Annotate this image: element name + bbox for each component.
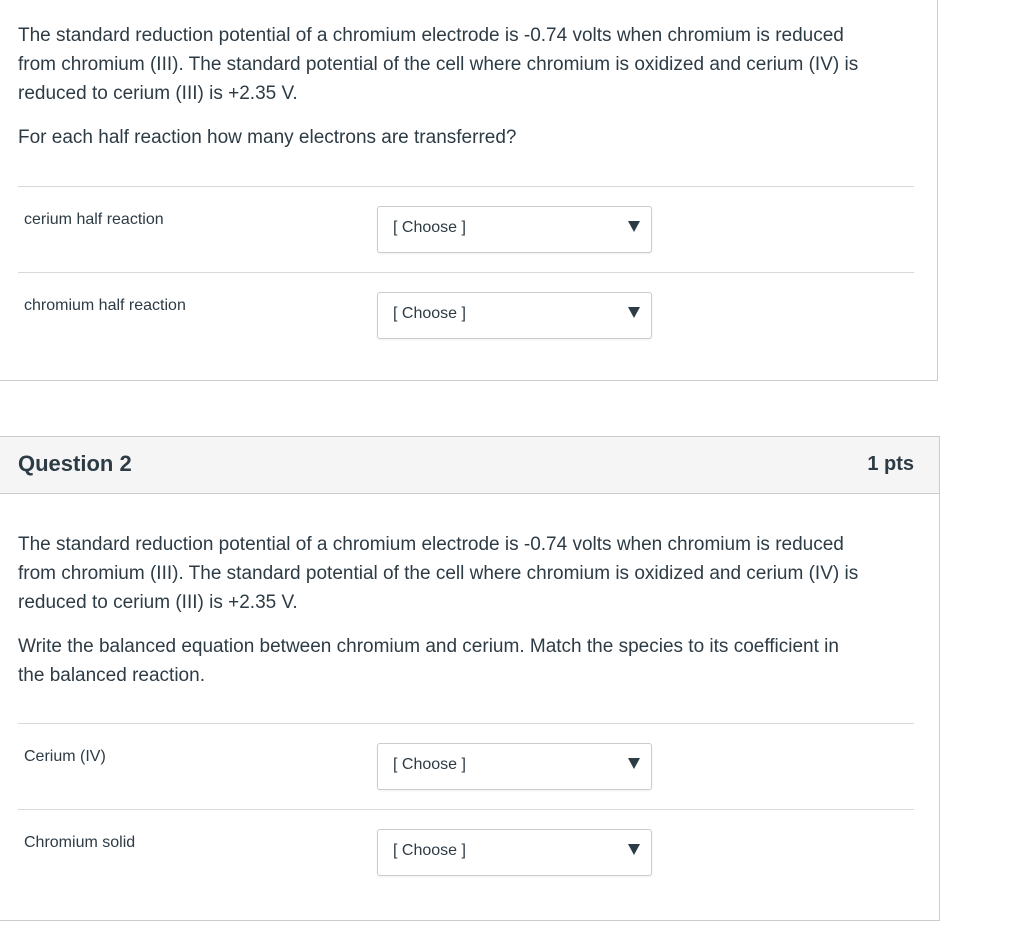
- question-2-prompt-line-2: from chromium (III). The standard potential of the cell where chromium is oxidized and cerium (IV) is: [18, 563, 859, 584]
- question-2-instruction-line-2: the balanced reaction.: [18, 665, 205, 686]
- question-2-header: [0, 437, 939, 494]
- select-value: [ Choose ]: [393, 219, 466, 236]
- select-cerium-half-reaction[interactable]: [377, 206, 652, 253]
- divider: [18, 272, 914, 273]
- row-label-chromium-solid: Chromium solid: [24, 834, 136, 851]
- select-cerium-iv[interactable]: [377, 743, 652, 790]
- divider: [18, 723, 914, 724]
- row-label-cerium-iv: Cerium (IV): [24, 748, 106, 765]
- question-2-prompt-line-1: The standard reduction potential of a chromium electrode is -0.74 volts when chromium is reduced: [18, 534, 844, 555]
- question-2-prompt: [18, 530, 898, 617]
- select-chromium-solid[interactable]: [377, 829, 652, 876]
- question-2-instruction: [18, 632, 898, 690]
- triangle-down-icon: [628, 221, 640, 232]
- question-2-card: [0, 436, 940, 921]
- question-1-prompt-line-3: reduced to cerium (III) is +2.35 V.: [18, 83, 298, 104]
- select-value: [ Choose ]: [393, 842, 466, 859]
- divider: [18, 186, 914, 187]
- question-1-prompt: [18, 21, 898, 108]
- question-2-points: 1 pts: [867, 453, 914, 475]
- select-value: [ Choose ]: [393, 305, 466, 322]
- select-chromium-half-reaction[interactable]: [377, 292, 652, 339]
- question-2-title: Question 2: [18, 451, 132, 476]
- divider: [18, 809, 914, 810]
- question-1-prompt-line-2: from chromium (III). The standard potential of the cell where chromium is oxidized and cerium (IV) is: [18, 54, 859, 75]
- row-label-chromium-half-reaction: chromium half reaction: [24, 297, 186, 314]
- question-2-instruction-line-1: Write the balanced equation between chromium and cerium. Match the species to its coefficient in: [18, 636, 839, 657]
- select-value: [ Choose ]: [393, 756, 466, 773]
- row-label-cerium-half-reaction: cerium half reaction: [24, 211, 164, 228]
- question-1-instruction: For each half reaction how many electrons are transferred?: [18, 127, 517, 148]
- question-1-prompt-line-1: The standard reduction potential of a chromium electrode is -0.74 volts when chromium is reduced: [18, 25, 844, 46]
- question-1-card: [0, 0, 938, 381]
- triangle-down-icon: [628, 758, 640, 769]
- triangle-down-icon: [628, 307, 640, 318]
- triangle-down-icon: [628, 844, 640, 855]
- question-2-prompt-line-3: reduced to cerium (III) is +2.35 V.: [18, 592, 298, 613]
